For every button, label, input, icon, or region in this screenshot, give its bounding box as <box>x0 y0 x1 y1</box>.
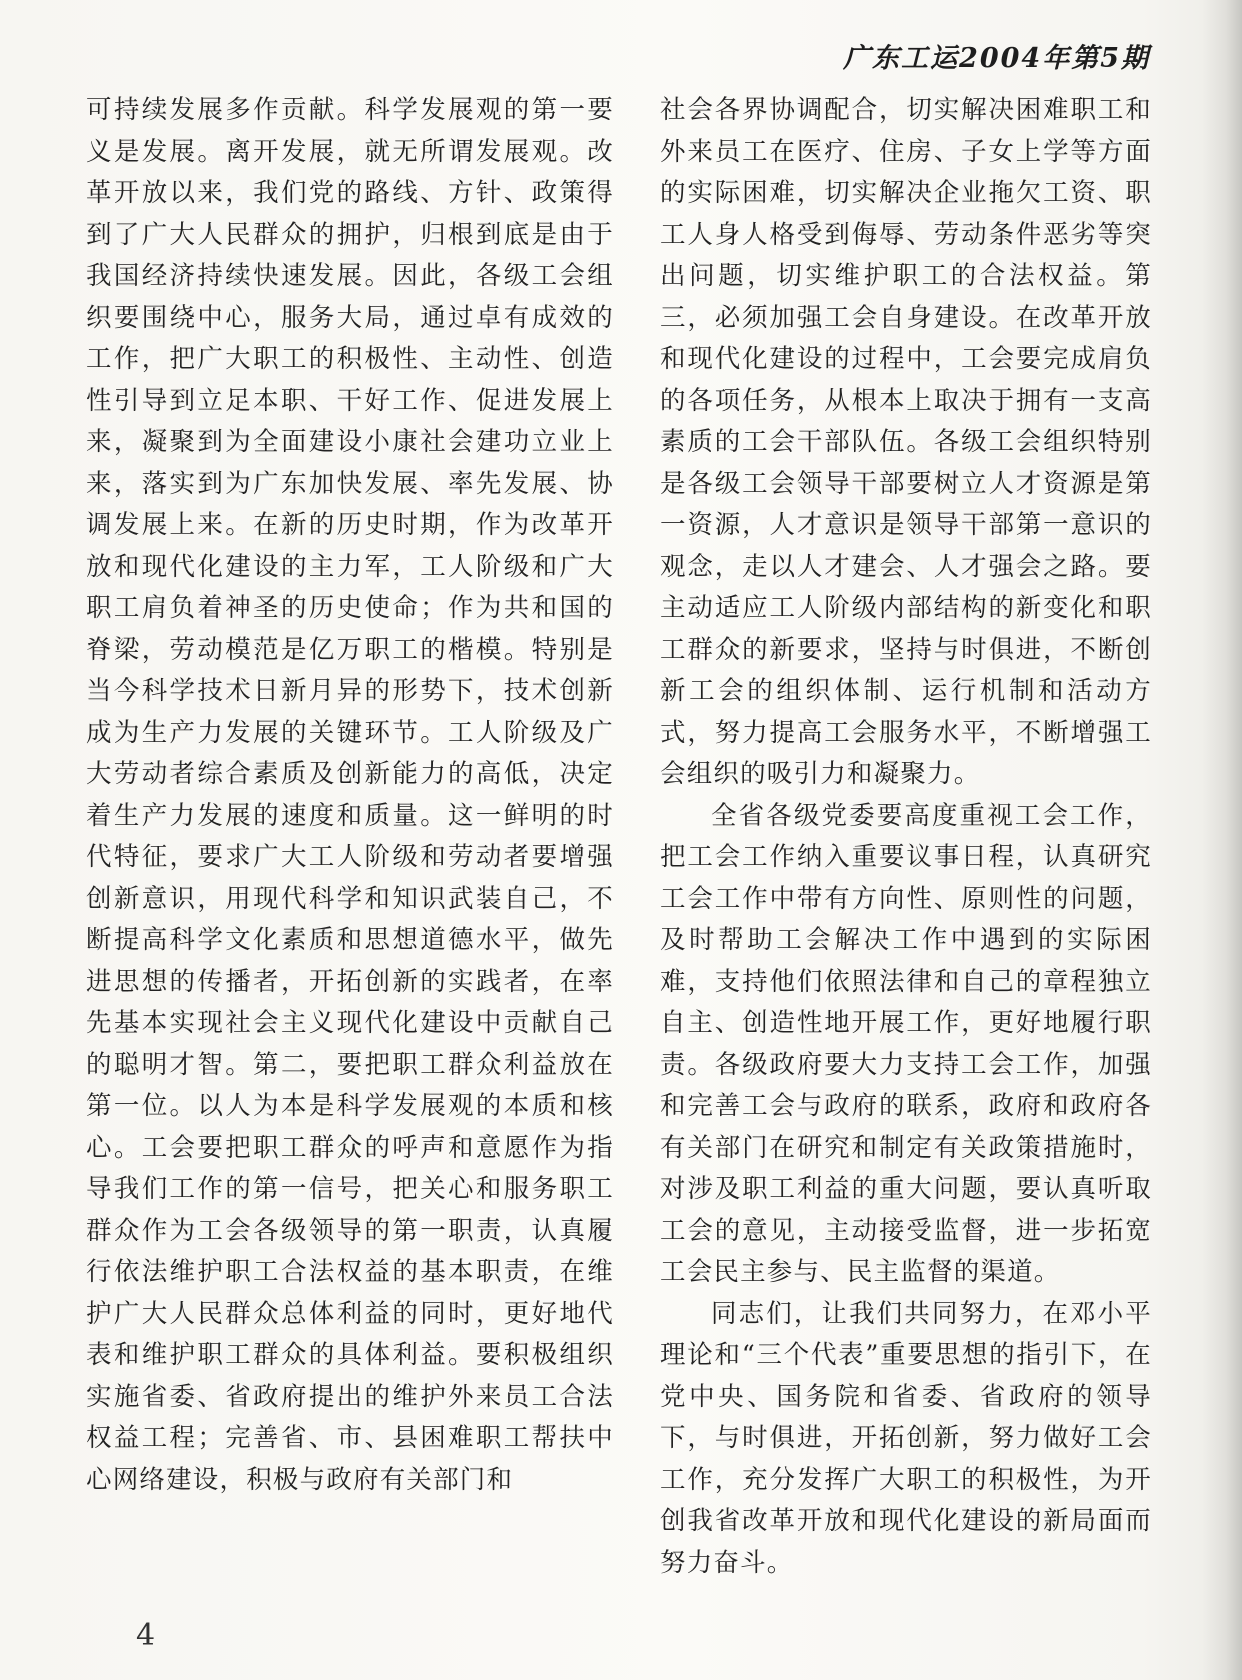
right-paragraph-2: 全省各级党委要高度重视工会工作，把工会工作纳入重要议事日程，认真研究工会工作中带有方向性、原则性的问题，及时帮助工会解决工作中遇到的实际困难，支持他们依照法律和自己的章程独立自主、创造性地开展工作，更好地履行职责。各级政府要大力支持工会工作，加强和完善工会与政府的联系，政府和政府各有关部门在研究和制定有关政策措施时，对涉及职工利益的重大问题，要认真听取工会的意见，主动接受监督，进一步拓宽工会民主参与、民主监督的渠道。 <box>660 800 1152 1287</box>
right-paragraph-1: 社会各界协调配合，切实解决困难职工和外来员工在医疗、住房、子女上学等方面的实际困难，切实解决企业拖欠工资、职工人身人格受到侮辱、劳动条件恶劣等突出问题，切实维护职工的合法权益。第三，必须加强工会自身建设。在改革开放和现代化建设的过程中，工会要完成肩负的各项任务，从根本上取决于拥有一支高素质的工会干部队伍。各级工会组织特别是各级工会领导干部要树立人才资源是第一资源，人才意识是领导干部第一意识的观念，走以人才建会、人才强会之路。要主动适应工人阶级内部结构的新变化和职工群众的新要求，坚持与时俱进，不断创新工会的组织体制、运行机制和活动方式，努力提高工会服务水平，不断增强工会组织的吸引力和凝聚力。 <box>660 95 1152 789</box>
running-header: 广东工运2004年第5期 <box>843 43 1150 74</box>
page-fold-shadow <box>1202 0 1242 1680</box>
left-paragraph-1: 可持续发展多作贡献。科学发展观的第一要义是发展。离开发展，就无所谓发展观。改革开放以来，我们党的路线、方针、政策得到了广大人民群众的拥护，归根到底是由于我国经济持续快速发展。因此，各级工会组织要围绕中心，服务大局，通过卓有成效的工作，把广大职工的积极性、主动性、创造性引导到立足本职、干好工作、促进发展上来，凝聚到为全面建设小康社会建功立业上来，落实到为广东加快发展、率先发展、协调发展上来。在新的历史时期，作为改革开放和现代化建设的主力军，工人阶级和广大职工肩负着神圣的历史使命；作为共和国的脊梁，劳动模范是亿万职工的楷模。特别是当今科学技术日新月异的形势下，技术创新成为生产力发展的关键环节。工人阶级及广大劳动者综合素质及创新能力的高低，决定着生产力发展的速度和质量。这一鲜明的时代特征，要求广大工人阶级和劳动者要增强创新意识，用现代科学和知识武装自己，不断提高科学文化素质和思想道德水平，做先进思想的传播者，开拓创新的实践者，在率先基本实现社会主义现代化建设中贡献自己的聪明才智。第二，要把职工群众利益放在第一位。以人为本是科学发展观的本质和核心。工会要把职工群众的呼声和意愿作为指导我们工作的第一信号，把关心和服务职工群众作为工会各级领导的第一职责，认真履行依法维护职工合法权益的基本职责，在维护广大人民群众总体利益的同时，更好地代表和维护职工群众的具体利益。要积极组织实施省委、省政府提出的维护外来员工合法权益工程；完善省、市、县困难职工帮扶中心网络建设，积极与政府有关部门和 <box>86 95 614 1495</box>
right-column <box>660 90 1152 1584</box>
page-number: 4 <box>136 1618 156 1653</box>
left-column <box>86 90 614 1501</box>
right-paragraph-3: 同志们，让我们共同努力，在邓小平理论和“三个代表”重要思想的指引下，在党中央、国务院和省委、省政府的领导下，与时俱进，开拓创新，努力做好工会工作，充分发挥广大职工的积极性，为开创我省改革开放和现代化建设的新局面而努力奋斗。 <box>660 1298 1152 1578</box>
